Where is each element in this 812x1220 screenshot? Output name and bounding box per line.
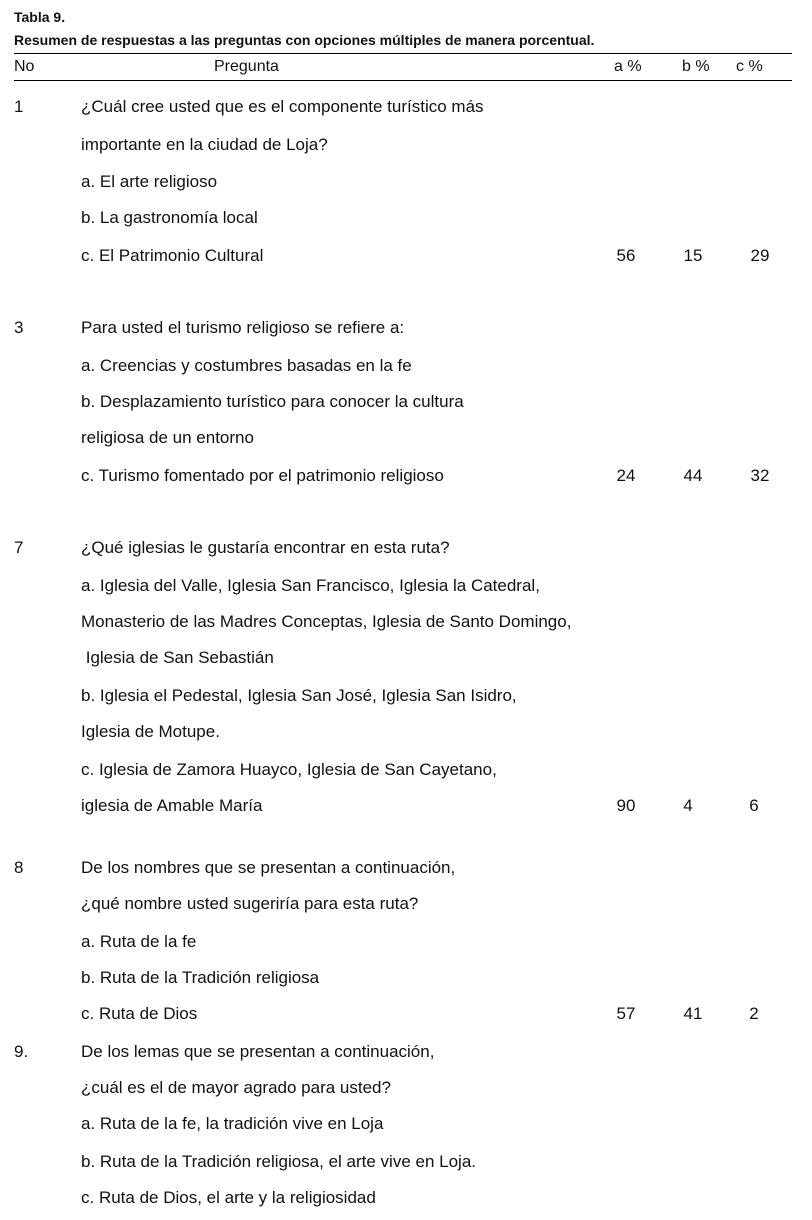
option-line: c. El Patrimonio Cultural (81, 246, 264, 265)
value-c: 6 (749, 796, 759, 815)
question-line: De los lemas que se presentan a continuación, (81, 1042, 435, 1061)
header-c: c % (736, 58, 763, 75)
value-a: 90 (616, 796, 636, 815)
value-b: 44 (683, 466, 703, 485)
header-no: No (14, 58, 35, 75)
value-a: 24 (616, 466, 636, 485)
value-b: 15 (683, 246, 703, 265)
option-line: a. Ruta de la fe (81, 932, 197, 951)
option-line: b. Ruta de la Tradición religiosa, el arte vive en Loja. (81, 1152, 477, 1171)
option-line: c. Ruta de Dios, el arte y la religiosidad (81, 1188, 376, 1207)
option-line: a. Ruta de la fe, la tradición vive en Loja (81, 1114, 384, 1133)
option-line: a. El arte religioso (81, 172, 218, 191)
value-c: 2 (749, 1004, 759, 1023)
question-line: ¿Cuál cree usted que es el componente turístico más (81, 97, 484, 116)
option-line: a. Creencias y costumbres basadas en la fe (81, 356, 412, 375)
row-number: 1 (14, 97, 24, 116)
row-number: 3 (14, 318, 24, 337)
value-b: 4 (683, 796, 693, 815)
option-line: b. La gastronomía local (81, 208, 258, 227)
question-line: ¿cuál es el de mayor agrado para usted? (81, 1078, 391, 1097)
table-label: Tabla 9. (14, 9, 66, 25)
question-line: Para usted el turismo religioso se refiere a: (81, 318, 405, 337)
option-line: c. Turismo fomentado por el patrimonio religioso (81, 466, 444, 485)
value-c: 32 (750, 466, 770, 485)
option-line: a. Iglesia del Valle, Iglesia San Francisco, Iglesia la Catedral, (81, 576, 540, 595)
value-c: 29 (750, 246, 770, 265)
option-line: c. Iglesia de Zamora Huayco, Iglesia de San Cayetano, (81, 760, 497, 779)
option-line: religiosa de un entorno (81, 428, 254, 447)
question-line: ¿qué nombre usted sugeriría para esta ruta? (81, 894, 419, 913)
option-line: Iglesia de Motupe. (81, 722, 220, 741)
table-title: Resumen de respuestas a las preguntas con opciones múltiples de manera porcentual. (14, 32, 595, 48)
header-question: Pregunta (214, 58, 279, 75)
option-line: Monasterio de las Madres Conceptas, Iglesia de Santo Domingo, (81, 612, 572, 631)
option-line: iglesia de Amable María (81, 796, 263, 815)
option-line: b. Ruta de la Tradición religiosa (81, 968, 320, 987)
question-line: ¿Qué iglesias le gustaría encontrar en esta ruta? (81, 538, 450, 557)
row-number: 9. (14, 1042, 29, 1061)
value-a: 57 (616, 1004, 636, 1023)
question-line: importante en la ciudad de Loja? (81, 135, 328, 154)
question-line: De los nombres que se presentan a continuación, (81, 858, 456, 877)
row-number: 7 (14, 538, 24, 557)
option-line: c. Ruta de Dios (81, 1004, 198, 1023)
header-top-rule (14, 53, 792, 54)
value-a: 56 (616, 246, 636, 265)
header-bottom-rule (14, 80, 792, 81)
option-line: b. Desplazamiento turístico para conocer la cultura (81, 392, 464, 411)
header-a: a % (614, 58, 642, 75)
row-number: 8 (14, 858, 24, 877)
header-b: b % (682, 58, 710, 75)
value-b: 41 (683, 1004, 703, 1023)
option-line: b. Iglesia el Pedestal, Iglesia San José, Iglesia San Isidro, (81, 686, 517, 705)
option-line: Iglesia de San Sebastián (81, 648, 274, 667)
